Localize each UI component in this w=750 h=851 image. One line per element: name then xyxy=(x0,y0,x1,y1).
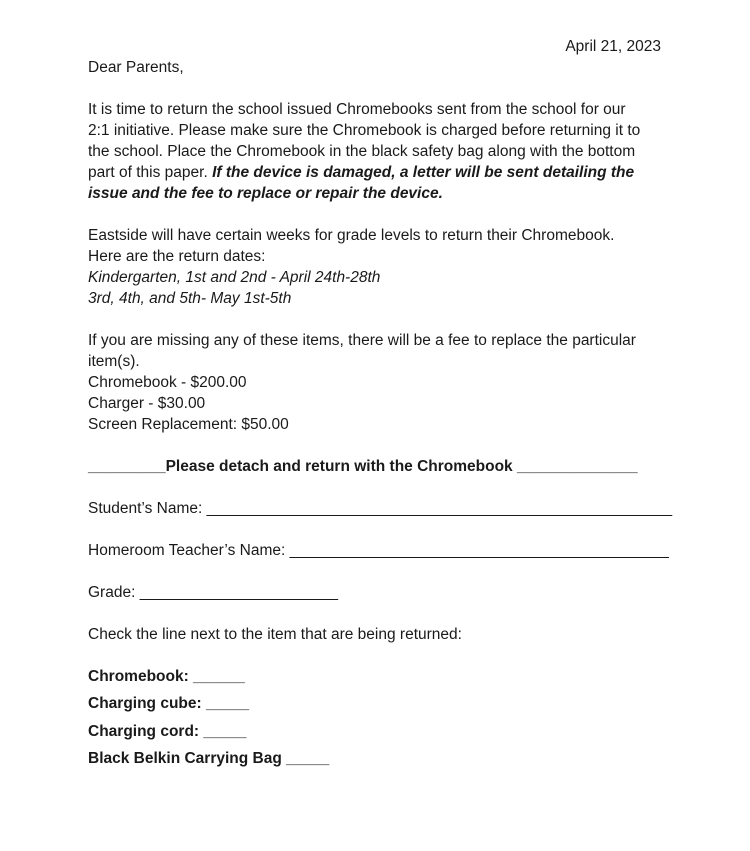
letter-date: April 21, 2023 xyxy=(565,38,661,55)
detach-line: _________Please detach and return with the Chromebook ______________ xyxy=(88,458,638,475)
damage-notice-part-2: issue and the fee to replace or repair the device. xyxy=(88,185,443,202)
salutation xyxy=(88,57,668,78)
paragraph-return-dates xyxy=(88,225,668,309)
check-instruction: Check the line next to the item that are being returned: xyxy=(88,626,462,643)
p3-line-2: item(s). xyxy=(88,353,140,370)
paragraph-return-instructions xyxy=(88,99,668,204)
return-date-3-5: 3rd, 4th, and 5th- May 1st-5th xyxy=(88,290,292,307)
checklist-item-chromebook[interactable]: Chromebook: ______ xyxy=(88,668,245,685)
p1-line-4 xyxy=(88,162,668,183)
p3-line-1: If you are missing any of these items, there will be a fee to replace the particular xyxy=(88,332,636,349)
fee-screen: Screen Replacement: $50.00 xyxy=(88,416,289,433)
fee-chromebook: Chromebook - $200.00 xyxy=(88,374,247,391)
salutation-text: Dear Parents, xyxy=(88,59,184,76)
return-date-k-2: Kindergarten, 1st and 2nd - April 24th-28th xyxy=(88,269,381,286)
p1-line-4-plain: part of this paper. xyxy=(88,164,213,181)
p2-line-2: Here are the return dates: xyxy=(88,248,266,265)
student-name-field[interactable]: Student’s Name: ______________________________________________________ xyxy=(88,500,673,517)
teacher-name-field[interactable]: Homeroom Teacher’s Name: ____________________________________________ xyxy=(88,542,669,559)
checklist-item-charging-cord[interactable]: Charging cord: _____ xyxy=(88,723,247,740)
fee-charger: Charger - $30.00 xyxy=(88,395,206,412)
damage-notice-part-1: If the device is damaged, a letter will be sent detailing the xyxy=(212,164,635,181)
grade-field[interactable]: Grade: _______________________ xyxy=(88,584,338,601)
checklist-item-charging-cube[interactable]: Charging cube: _____ xyxy=(88,695,250,712)
p1-line-2: 2:1 initiative. Please make sure the Chromebook is charged before returning it to xyxy=(88,122,641,139)
p1-line-3: the school. Place the Chromebook in the black safety bag along with the bottom xyxy=(88,143,636,160)
checklist-item-carrying-bag[interactable]: Black Belkin Carrying Bag _____ xyxy=(88,750,330,767)
paragraph-fees xyxy=(88,330,668,435)
p2-line-1: Eastside will have certain weeks for grade levels to return their Chromebook. xyxy=(88,227,615,244)
p1-line-1: It is time to return the school issued Chromebooks sent from the school for our xyxy=(88,101,626,118)
